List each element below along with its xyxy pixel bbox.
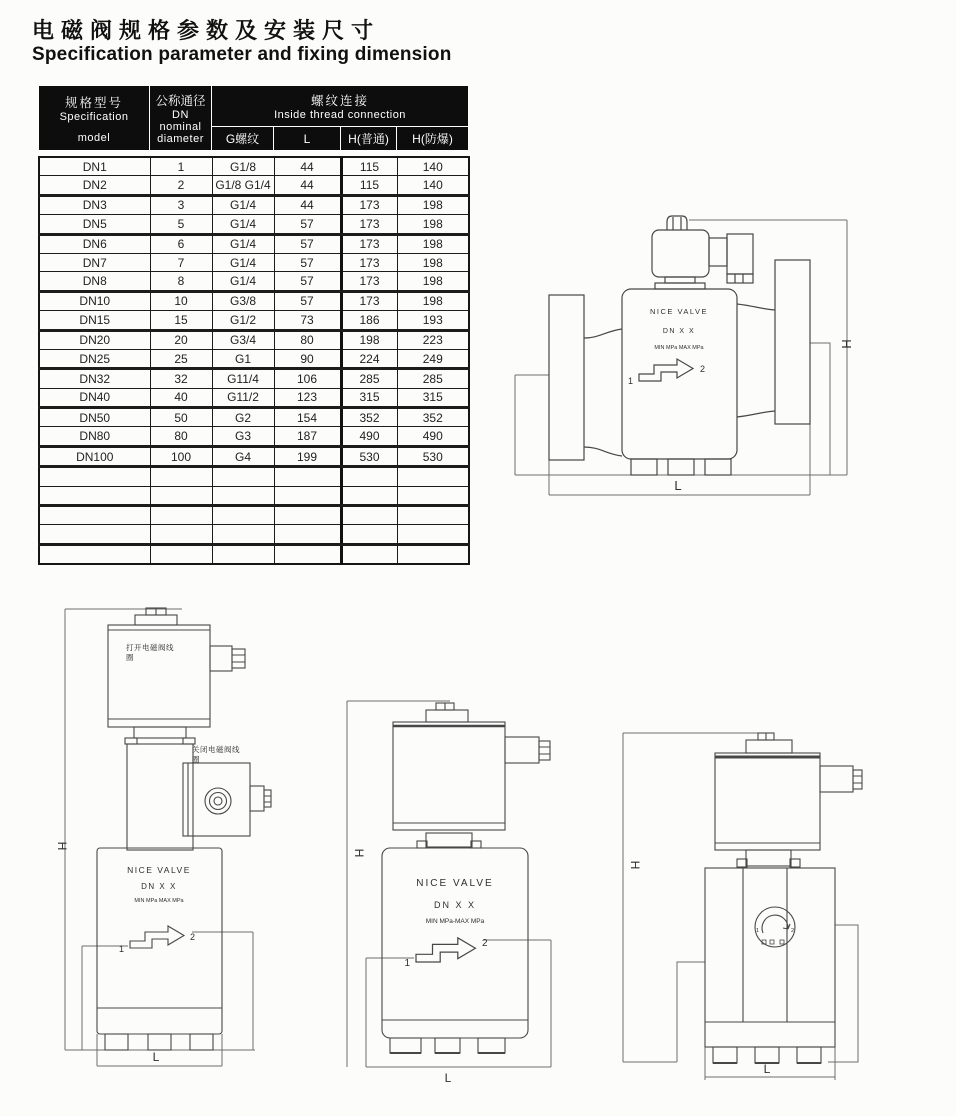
cell-dn: 5: [150, 215, 212, 234]
dim-l-label: L: [152, 1050, 160, 1064]
cell-l: [274, 486, 341, 505]
foot: [105, 1034, 128, 1050]
badge-arrow: [762, 915, 790, 933]
table-row: [39, 408, 469, 427]
cell-h-standard: 530: [341, 446, 397, 466]
cell-h-exproof: 490: [397, 427, 469, 446]
cell-h-standard: 285: [341, 369, 397, 388]
cell-model: DN8: [39, 272, 150, 291]
cell-h-standard: 115: [341, 157, 397, 176]
cell-model: DN5: [39, 215, 150, 234]
header-dn-l1: DN: [172, 109, 189, 121]
cell-h-exproof: 198: [397, 215, 469, 234]
terminal-box: [210, 646, 232, 671]
cell-model: [39, 544, 150, 564]
cell-g-thread: G1/4: [212, 195, 274, 214]
cable-gland: [853, 770, 862, 789]
cell-h-standard: 173: [341, 291, 397, 310]
terminal-box: [505, 737, 539, 763]
cell-model: DN3: [39, 195, 150, 214]
cell-g-thread: G1/4: [212, 272, 274, 291]
header-model-zh: 规格型号: [64, 95, 123, 110]
cell-g-thread: G1/4: [212, 253, 274, 271]
flow-arrow: [130, 926, 184, 948]
table-row-empty: [39, 486, 469, 505]
cell-h-standard: 352: [341, 408, 397, 427]
foot: [713, 1047, 737, 1063]
cell-l: 90: [274, 349, 341, 368]
foot: [797, 1047, 821, 1063]
cell-g-thread: G3: [212, 427, 274, 446]
cell-h-standard: [341, 486, 397, 505]
header-l: L: [274, 127, 341, 151]
cell-dn: 50: [150, 408, 212, 427]
table-row: [39, 427, 469, 446]
cell-model: DN1: [39, 157, 150, 176]
dim-h-label: H: [839, 339, 854, 349]
port-2-label: 2: [482, 938, 488, 949]
cell-h-standard: 186: [341, 311, 397, 330]
cell-h-standard: 173: [341, 253, 397, 271]
coil-cap: [426, 710, 468, 722]
header-g-thread: G螺纹: [212, 127, 274, 151]
cell-dn: [150, 506, 212, 525]
cell-l: 44: [274, 195, 341, 214]
cell-h-exproof: 249: [397, 349, 469, 368]
cell-l: 106: [274, 369, 341, 388]
cell-h-exproof: 315: [397, 388, 469, 407]
header-thread-en: Inside thread connection: [274, 109, 406, 121]
valve-brand-label: NICE VALVE: [416, 878, 494, 889]
cell-g-thread: G1/2: [212, 311, 274, 330]
dim-l-label: L: [763, 1062, 771, 1076]
cell-dn: 1: [150, 157, 212, 176]
right-flange: [775, 260, 810, 424]
table-row: [39, 446, 469, 466]
open-coil-label: [126, 643, 180, 673]
valve-outline: [705, 733, 862, 1063]
cell-dn: [150, 544, 212, 564]
cell-h-standard: 173: [341, 215, 397, 234]
left-flange: [549, 295, 584, 460]
coil-link: [709, 238, 727, 266]
cell-l: 44: [274, 157, 341, 176]
cell-l: 154: [274, 408, 341, 427]
cell-dn: 32: [150, 369, 212, 388]
table-row: [39, 176, 469, 195]
header-model: [39, 86, 150, 151]
cell-h-exproof: 223: [397, 330, 469, 349]
header-thread-group: [212, 86, 469, 127]
table-row-empty: [39, 525, 469, 544]
coil-cap: [667, 216, 687, 230]
cell-dn: 7: [150, 253, 212, 271]
spec-table-header: [38, 85, 469, 151]
dim-h-label: H: [352, 848, 366, 858]
table-row: [39, 234, 469, 253]
badge-port-2-label: 2: [791, 928, 795, 934]
terminal-box: [820, 766, 853, 792]
cell-g-thread: G3/4: [212, 330, 274, 349]
cell-h-standard: [341, 467, 397, 486]
cell-h-exproof: 198: [397, 272, 469, 291]
port-2-label: 2: [190, 932, 196, 942]
left-pipe: [584, 329, 622, 456]
cell-h-standard: [341, 544, 397, 564]
table-row: [39, 157, 469, 176]
valve-pressure-label: MIN MPa MAX MPa: [134, 898, 184, 904]
cell-dn: 8: [150, 272, 212, 291]
cell-dn: 2: [150, 176, 212, 195]
cell-g-thread: G1/8: [212, 157, 274, 176]
cell-g-thread: G11/2: [212, 388, 274, 407]
valve-brand-label: NICE VALVE: [649, 307, 709, 316]
valve-body: [97, 848, 222, 1034]
cell-h-exproof: 198: [397, 234, 469, 253]
valve-brand-label: NICE VALVE: [127, 865, 191, 875]
terminal-box: [727, 234, 753, 274]
cell-model: [39, 525, 150, 544]
cable-gland: [539, 741, 550, 760]
cell-dn: 20: [150, 330, 212, 349]
dimension-lines: [65, 609, 255, 1066]
table-row-empty: [39, 506, 469, 525]
cell-model: DN2: [39, 176, 150, 195]
cell-h-standard: 198: [341, 330, 397, 349]
port-1-label: 1: [627, 376, 633, 386]
cell-dn: 100: [150, 446, 212, 466]
header-dn: [150, 86, 212, 151]
table-row: [39, 349, 469, 368]
cell-h-standard: 173: [341, 272, 397, 291]
cell-l: 57: [274, 253, 341, 271]
cell-h-exproof: [397, 467, 469, 486]
header-dn-zh: 公称通径: [155, 94, 206, 108]
valve-pressure-label: MIN MPa-MAX MPa: [425, 918, 485, 925]
cell-h-standard: 315: [341, 388, 397, 407]
table-row: [39, 291, 469, 310]
cell-l: [274, 467, 341, 486]
header-h-exproof: H(防爆): [397, 127, 469, 151]
cell-l: 80: [274, 330, 341, 349]
cell-h-standard: 224: [341, 349, 397, 368]
cell-h-standard: 173: [341, 195, 397, 214]
spec-table: [38, 85, 468, 565]
valve-body: [382, 848, 528, 1038]
close-coil-label: [192, 745, 244, 771]
dimension-lines: [515, 220, 847, 495]
cell-h-standard: 115: [341, 176, 397, 195]
cell-l: 44: [274, 176, 341, 195]
valve-model-label: DN X X: [433, 900, 477, 910]
cell-model: DN40: [39, 388, 150, 407]
cell-l: [274, 525, 341, 544]
table-row: [39, 311, 469, 330]
cell-h-exproof: [397, 525, 469, 544]
table-row-empty: [39, 544, 469, 564]
cell-l: 73: [274, 311, 341, 330]
cell-dn: [150, 525, 212, 544]
cell-dn: 15: [150, 311, 212, 330]
foot: [668, 459, 694, 475]
cell-dn: 10: [150, 291, 212, 310]
cell-dn: 80: [150, 427, 212, 446]
coil: [652, 230, 709, 277]
spec-table-data: [38, 156, 470, 565]
foot: [148, 1034, 171, 1050]
cell-model: DN7: [39, 253, 150, 271]
page-title-en: Specification parameter and fixing dimension: [32, 44, 452, 66]
page-title-zh: 电磁阀规格参数及安装尺寸: [32, 18, 381, 43]
cell-l: 199: [274, 446, 341, 466]
cable-gland: [727, 274, 753, 283]
cell-h-exproof: [397, 544, 469, 564]
cell-model: DN100: [39, 446, 150, 466]
cell-g-thread: G3/8: [212, 291, 274, 310]
right-pipe: [737, 304, 775, 417]
close-coil-label-text: 关闭电磁阀线圈: [192, 745, 240, 764]
dim-h-label: H: [628, 860, 642, 870]
foot: [390, 1038, 421, 1053]
cell-dn: [150, 467, 212, 486]
table-row: [39, 253, 469, 271]
header-dn-l3: diameter: [157, 133, 204, 145]
diagram-threaded-valve: [336, 690, 566, 1090]
cell-model: DN10: [39, 291, 150, 310]
table-row: [39, 388, 469, 407]
cell-dn: [150, 486, 212, 505]
diagram-flanged-valve: [502, 192, 862, 507]
cell-g-thread: G1/4: [212, 234, 274, 253]
cell-model: DN6: [39, 234, 150, 253]
cell-model: DN25: [39, 349, 150, 368]
cell-g-thread: [212, 525, 274, 544]
coil-cap: [746, 740, 792, 753]
cell-dn: 40: [150, 388, 212, 407]
header-model-en: Specification: [59, 110, 129, 123]
cell-h-exproof: 193: [397, 311, 469, 330]
dim-h-label: H: [55, 841, 69, 851]
header-dn-l2: nominal: [159, 121, 202, 133]
dim-l-label: L: [444, 1071, 452, 1085]
cell-h-standard: 490: [341, 427, 397, 446]
table-row: [39, 369, 469, 388]
cell-l: 57: [274, 272, 341, 291]
cell-dn: 25: [150, 349, 212, 368]
title-block: [32, 18, 452, 66]
table-row: [39, 215, 469, 234]
cell-g-thread: G1/8 G1/4: [212, 176, 274, 195]
foot: [190, 1034, 213, 1050]
diagram-dual-coil-valve: [42, 596, 342, 1076]
header-thread-zh: 螺纹连接: [310, 94, 369, 108]
header-h-standard: H(普通): [341, 127, 397, 151]
cell-dn: 6: [150, 234, 212, 253]
cell-g-thread: G1: [212, 349, 274, 368]
coil: [715, 753, 820, 850]
cell-l: 57: [274, 215, 341, 234]
cell-h-exproof: [397, 486, 469, 505]
valve-model-label: DN X X: [662, 328, 696, 335]
cell-h-exproof: 530: [397, 446, 469, 466]
cell-l: [274, 506, 341, 525]
cell-model: DN20: [39, 330, 150, 349]
cell-dn: 3: [150, 195, 212, 214]
cell-h-exproof: [397, 506, 469, 525]
cell-h-standard: 173: [341, 234, 397, 253]
foot: [631, 459, 657, 475]
table-row-empty: [39, 467, 469, 486]
cell-h-exproof: 198: [397, 195, 469, 214]
table-row: [39, 195, 469, 214]
valve-outline: [97, 608, 271, 1050]
cell-l: [274, 544, 341, 564]
foot: [435, 1038, 460, 1053]
cell-l: 57: [274, 234, 341, 253]
cable-gland: [264, 790, 271, 807]
port-1-label: 1: [118, 944, 124, 954]
port-2-label: 2: [700, 364, 706, 374]
cell-h-exproof: 198: [397, 253, 469, 271]
valve-pressure-label: MIN MPa MAX MPa: [654, 345, 704, 351]
cell-model: DN80: [39, 427, 150, 446]
cell-g-thread: G2: [212, 408, 274, 427]
foot: [755, 1047, 779, 1063]
badge-port-1-label: 1: [755, 928, 759, 934]
cell-h-exproof: 352: [397, 408, 469, 427]
cell-g-thread: G1/4: [212, 215, 274, 234]
cell-g-thread: [212, 544, 274, 564]
cable-gland: [232, 649, 245, 668]
flow-arrow: [416, 938, 475, 962]
cell-model: [39, 467, 150, 486]
valve-model-label: DN X X: [141, 882, 177, 891]
port-1-label: 1: [404, 958, 410, 969]
cell-l: 187: [274, 427, 341, 446]
valve-body: [705, 868, 835, 1047]
foot: [478, 1038, 505, 1053]
cell-h-standard: [341, 506, 397, 525]
table-row: [39, 272, 469, 291]
spec-table-body: [39, 157, 469, 564]
terminal-box: [250, 786, 264, 811]
cell-model: DN50: [39, 408, 150, 427]
open-coil-label-text: 打开电磁阀线圈: [126, 643, 174, 662]
diagram-valve-side-view: [613, 722, 943, 1097]
cell-model: DN15: [39, 311, 150, 330]
cell-h-exproof: 140: [397, 157, 469, 176]
open-coil: [108, 625, 210, 727]
foot: [705, 459, 731, 475]
dim-l-label: L: [674, 478, 682, 493]
cell-g-thread: [212, 467, 274, 486]
cell-l: 123: [274, 388, 341, 407]
cell-h-exproof: 140: [397, 176, 469, 195]
header-model-en2: model: [77, 131, 111, 144]
cell-h-exproof: 198: [397, 291, 469, 310]
table-row: [39, 330, 469, 349]
dimension-lines: [623, 733, 858, 1080]
cell-model: DN32: [39, 369, 150, 388]
cell-h-exproof: 285: [397, 369, 469, 388]
coil-cap: [135, 615, 177, 625]
cell-l: 57: [274, 291, 341, 310]
cell-g-thread: [212, 506, 274, 525]
flow-arrow: [639, 359, 693, 381]
cell-g-thread: [212, 486, 274, 505]
cell-g-thread: G11/4: [212, 369, 274, 388]
cell-g-thread: G4: [212, 446, 274, 466]
cell-h-standard: [341, 525, 397, 544]
cell-model: [39, 506, 150, 525]
cell-model: [39, 486, 150, 505]
coil: [393, 722, 505, 830]
